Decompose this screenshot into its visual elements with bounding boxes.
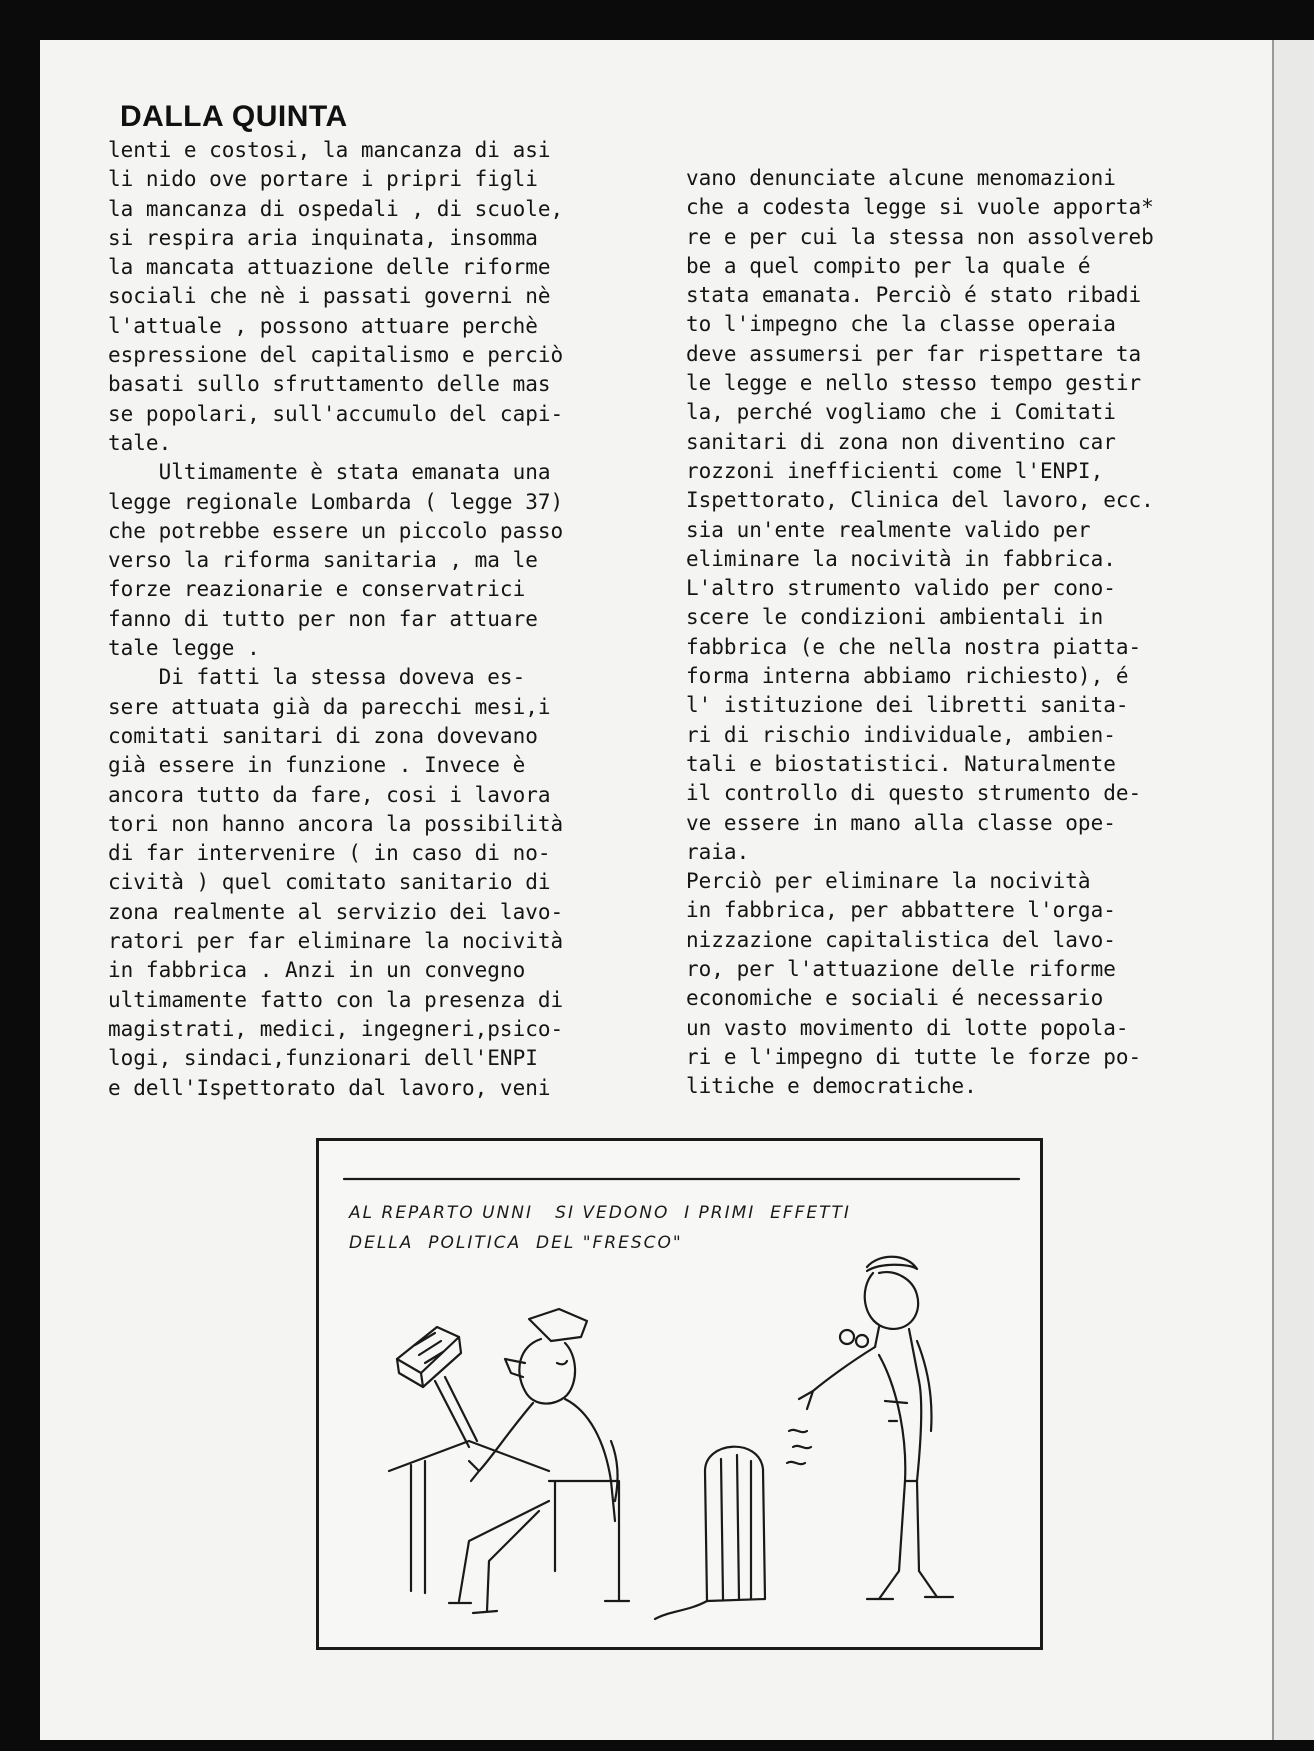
text-line: legge regionale Lombarda ( legge 37) (108, 489, 564, 514)
text-line: Ultimamente è stata emanata una (108, 460, 551, 485)
text-line: ve essere in mano alla classe ope- (686, 810, 1116, 835)
text-line: forze reazionarie e conservatrici (108, 577, 526, 602)
text-line: e dell'Ispettorato dal lavoro, veni (108, 1075, 551, 1100)
text-line: in fabbrica, per abbattere l'orga- (686, 898, 1116, 923)
text-line: Perciò per eliminare la nocività (686, 869, 1091, 894)
text-line: be a quel compito per la quale é (686, 253, 1091, 278)
text-line: lenti e costosi, la mancanza di asi (108, 138, 551, 162)
text-line: espressione del capitalismo e perciò (108, 343, 564, 368)
text-line: ratori per far eliminare la nocività (108, 929, 564, 954)
text-line: fanno di tutto per non far attuare (108, 606, 538, 631)
cartoon-caption-line-1: AL REPARTO UNNI SI VEDONO I PRIMI EFFETTI (349, 1203, 851, 1223)
text-line: fabbrica (e che nella nostra piatta- (686, 634, 1142, 659)
text-line: tale. (108, 430, 172, 455)
text-line: tori non hanno ancora la possibilità (108, 811, 564, 836)
text-line: deve assumersi per far rispettare ta (686, 341, 1142, 366)
text-line: la mancanza di ospedali , di scuole, (108, 196, 564, 221)
text-line: che potrebbe essere un piccolo passo (108, 518, 564, 543)
text-line: sanitari di zona non diventino car (686, 429, 1116, 454)
text-line: stata emanata. Perciò é stato ribadi (686, 283, 1142, 308)
section-heading: DALLA QUINTA (120, 100, 348, 133)
text-line: che a codesta legge si vuole apporta* (686, 195, 1154, 220)
text-line: re e per cui la stessa non assolvereb (686, 224, 1154, 249)
text-line: sere attuata già da parecchi mesi,i (108, 694, 551, 719)
text-line: magistrati, medici, ingegneri,psico- (108, 1016, 564, 1041)
text-line: logi, sindaci,funzionari dell'ENPI (108, 1046, 538, 1071)
text-line: eliminare la nocività in fabbrica. (686, 546, 1116, 571)
text-line: ultimamente fatto con la presenza di (108, 987, 564, 1012)
text-line: rozzoni inefficienti come l'ENPI, (686, 458, 1104, 483)
text-line: economiche e sociali é necessario (686, 986, 1104, 1011)
cartoon-caption-line-2: DELLA POLITICA DEL "FRESCO" (349, 1233, 683, 1253)
text-line: li nido ove portare i pripri figli (108, 167, 538, 192)
text-line: la, perché vogliamo che i Comitati (686, 400, 1116, 425)
text-line: Ispettorato, Clinica del lavoro, ecc. (686, 488, 1154, 513)
text-line: ro, per l'attuazione delle riforme (686, 957, 1116, 982)
text-line: già essere in funzione . Invece è (108, 753, 526, 778)
text-line: un vasto movimento di lotte popola- (686, 1015, 1129, 1040)
text-line: l'attuale , possono attuare perchè (108, 313, 538, 338)
text-line: la mancata attuazione delle riforme (108, 255, 551, 280)
text-line: se popolari, sull'accumulo del capi- (108, 401, 564, 426)
text-line: l' istituzione dei libretti sanita- (686, 693, 1129, 718)
text-line: sociali che nè i passati governi nè (108, 284, 551, 309)
text-line: sia un'ente realmente valido per (686, 517, 1091, 542)
text-line: ancora tutto da fare, cosi i lavora (108, 782, 551, 807)
right-text-column (686, 164, 1246, 1102)
text-line: forma interna abbiamo richiesto), é (686, 664, 1129, 689)
text-line: in fabbrica . Anzi in un convegno (108, 958, 526, 983)
text-line: il controllo di questo strumento de- (686, 781, 1142, 806)
text-line: Di fatti la stessa doveva es- (108, 665, 526, 690)
text-line: basati sullo sfruttamento delle mas (108, 372, 551, 397)
cartoon-illustration (316, 1138, 1043, 1650)
newsletter-page (40, 40, 1272, 1740)
text-line: comitati sanitari di zona dovevano (108, 723, 538, 748)
text-line: tale legge . (108, 636, 260, 661)
next-page-edge (1272, 40, 1314, 1740)
text-line: raia. (686, 839, 750, 864)
text-line: cività ) quel comitato sanitario di (108, 870, 551, 895)
text-line: litiche e democratiche. (686, 1074, 977, 1099)
text-line: le legge e nello stesso tempo gestir (686, 371, 1142, 396)
text-line: verso la riforma sanitaria , ma le (108, 548, 538, 573)
left-text-column (108, 136, 668, 1103)
text-line: to l'impegno che la classe operaia (686, 312, 1116, 337)
text-line: zona realmente al servizio dei lavo- (108, 899, 564, 924)
text-line: vano denunciate alcune menomazioni (686, 166, 1116, 190)
text-line: nizzazione capitalistica del lavo- (686, 927, 1116, 952)
text-line: si respira aria inquinata, insomma (108, 225, 538, 250)
text-line: ri e l'impegno di tutte le forze po- (686, 1044, 1142, 1069)
text-line: di far intervenire ( in caso di no- (108, 841, 551, 866)
text-line: ri di rischio individuale, ambien- (686, 722, 1116, 747)
text-line: L'altro strumento valido per cono- (686, 576, 1116, 601)
text-line: tali e biostatistici. Naturalmente (686, 751, 1116, 776)
text-line: scere le condizioni ambientali in (686, 605, 1104, 630)
